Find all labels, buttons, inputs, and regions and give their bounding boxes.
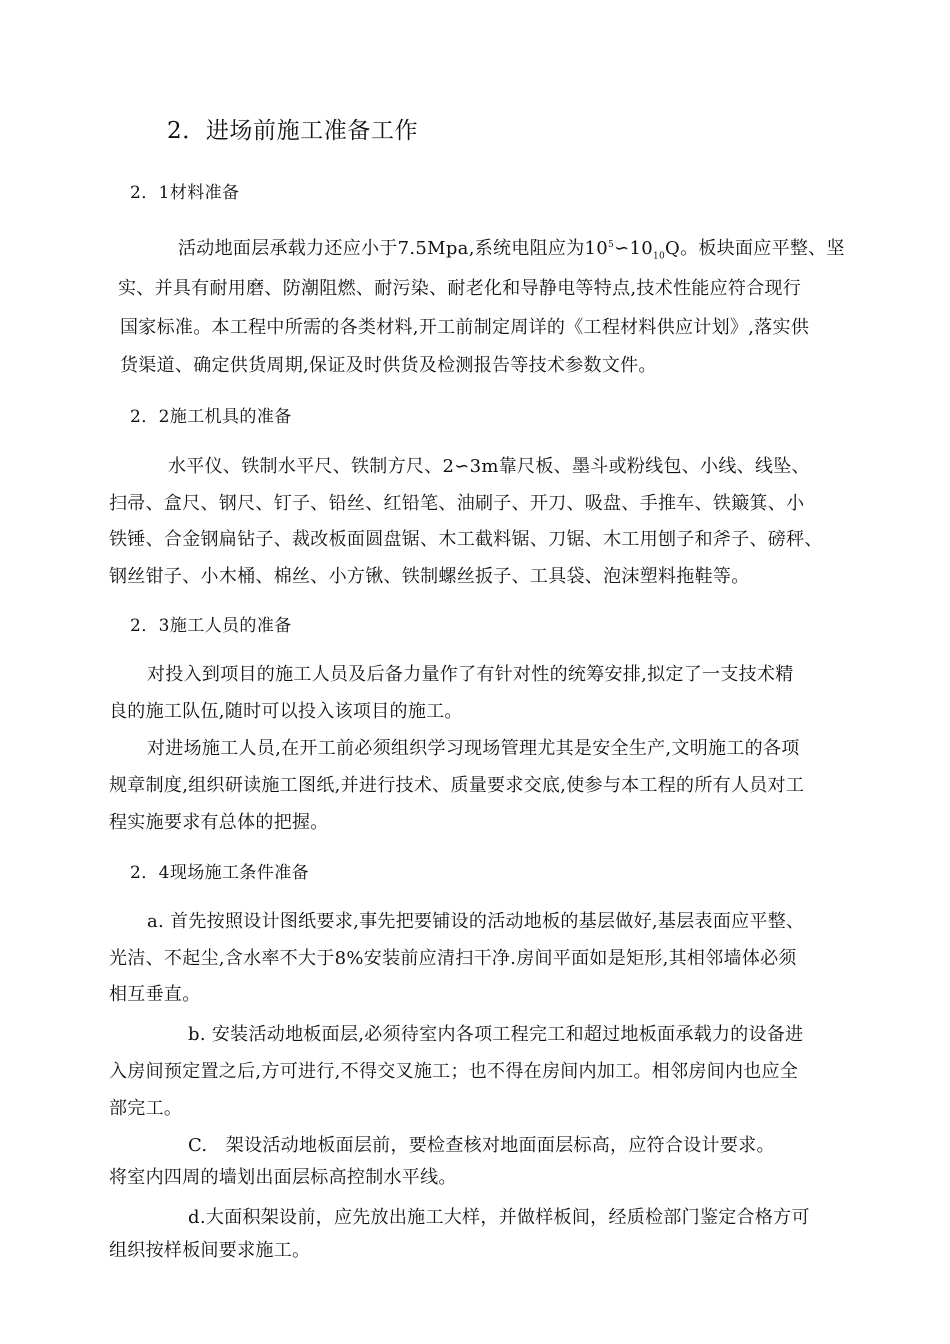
- paragraph-line: 活动地面层承载力还应小于7.5Mpa,系统电阻应为$10^5∽10_{10}Q$。板块面应平整、坚: [178, 238, 845, 262]
- paragraph-line: 程实施要求有总体的把握。: [109, 812, 329, 833]
- paragraph-line: 扫帚、盒尺、钢尺、钉子、铅丝、红铅笔、油刷子、开刀、吸盘、手推车、铁簸箕、小: [109, 493, 805, 514]
- paragraph-line: 规章制度,组织研读施工图纸,并进行技术、质量要求交底,使参与本工程的所有人员对工: [109, 775, 805, 796]
- paragraph-line: 良的施工队伍,随时可以投入该项目的施工。: [109, 701, 463, 722]
- paragraph-line: 光洁、不起尘,含水率不大于8%安装前应清扫干净.房间平面如是矩形,其相邻墙体必须: [109, 948, 797, 969]
- paragraph-line: 货渠道、确定供货周期,保证及时供货及检测报告等技术参数文件。: [120, 355, 657, 376]
- paragraph-line: 相互垂直。: [109, 984, 201, 1005]
- paragraph-line: 铁锤、合金钢扁钻子、裁改板面圆盘锯、木工截料锯、刀锯、木工用刨子和斧子、磅秤、: [109, 529, 823, 550]
- page-title: 2．进场前施工准备工作: [167, 118, 419, 144]
- paragraph-line: 入房间预定置之后,方可进行,不得交叉施工；也不得在房间内加工。相邻房间内也应全: [109, 1061, 799, 1082]
- paragraph-line: 将室内四周的墙划出面层标高控制水平线。: [109, 1167, 457, 1188]
- paragraph-line: 部完工。: [109, 1098, 183, 1119]
- paragraph-line: d.大面积架设前，应先放出施工大样，并做样板间，经质检部门鉴定合格方可: [188, 1207, 810, 1228]
- paragraph-line: b. 安装活动地板面层,必须待室内各项工程完工和超过地板面承载力的设备进: [188, 1024, 804, 1045]
- section-heading-tools: 2．2施工机具的准备: [130, 407, 292, 427]
- paragraph-line: 对进场施工人员,在开工前必须组织学习现场管理尤其是安全生产,文明施工的各项: [147, 738, 800, 759]
- paragraph-line: a. 首先按照设计图纸要求,事先把要铺设的活动地板的基层做好,基层表面应平整、: [147, 911, 805, 932]
- section-heading-materials: 2．1材料准备: [130, 183, 240, 203]
- paragraph-line: 钢丝钳子、小木桶、棉丝、小方锹、铁制螺丝扳子、工具袋、泡沫塑料拖鞋等。: [109, 566, 750, 587]
- section-heading-personnel: 2．3施工人员的准备: [130, 616, 292, 636]
- paragraph-line: 组织按样板间要求施工。: [109, 1240, 311, 1261]
- paragraph-line: C. 架设活动地板面层前，要检查核对地面面层标高，应符合设计要求。: [188, 1135, 775, 1156]
- section-heading-site-conditions: 2．4现场施工条件准备: [130, 863, 310, 883]
- paragraph-line: 实、并具有耐用磨、防潮阻燃、耐污染、耐老化和导静电等特点,技术性能应符合现行: [118, 278, 802, 299]
- paragraph-line: 水平仪、铁制水平尺、铁制方尺、2∽3m靠尺板、墨斗或粉线包、小线、线坠、: [168, 456, 810, 477]
- paragraph-line: 对投入到项目的施工人员及后备力量作了有针对性的统筹安排,拟定了一支技术精: [147, 664, 794, 685]
- paragraph-line: 国家标准。本工程中所需的各类材料,开工前制定周详的《工程材料供应计划》,落实供: [120, 317, 810, 338]
